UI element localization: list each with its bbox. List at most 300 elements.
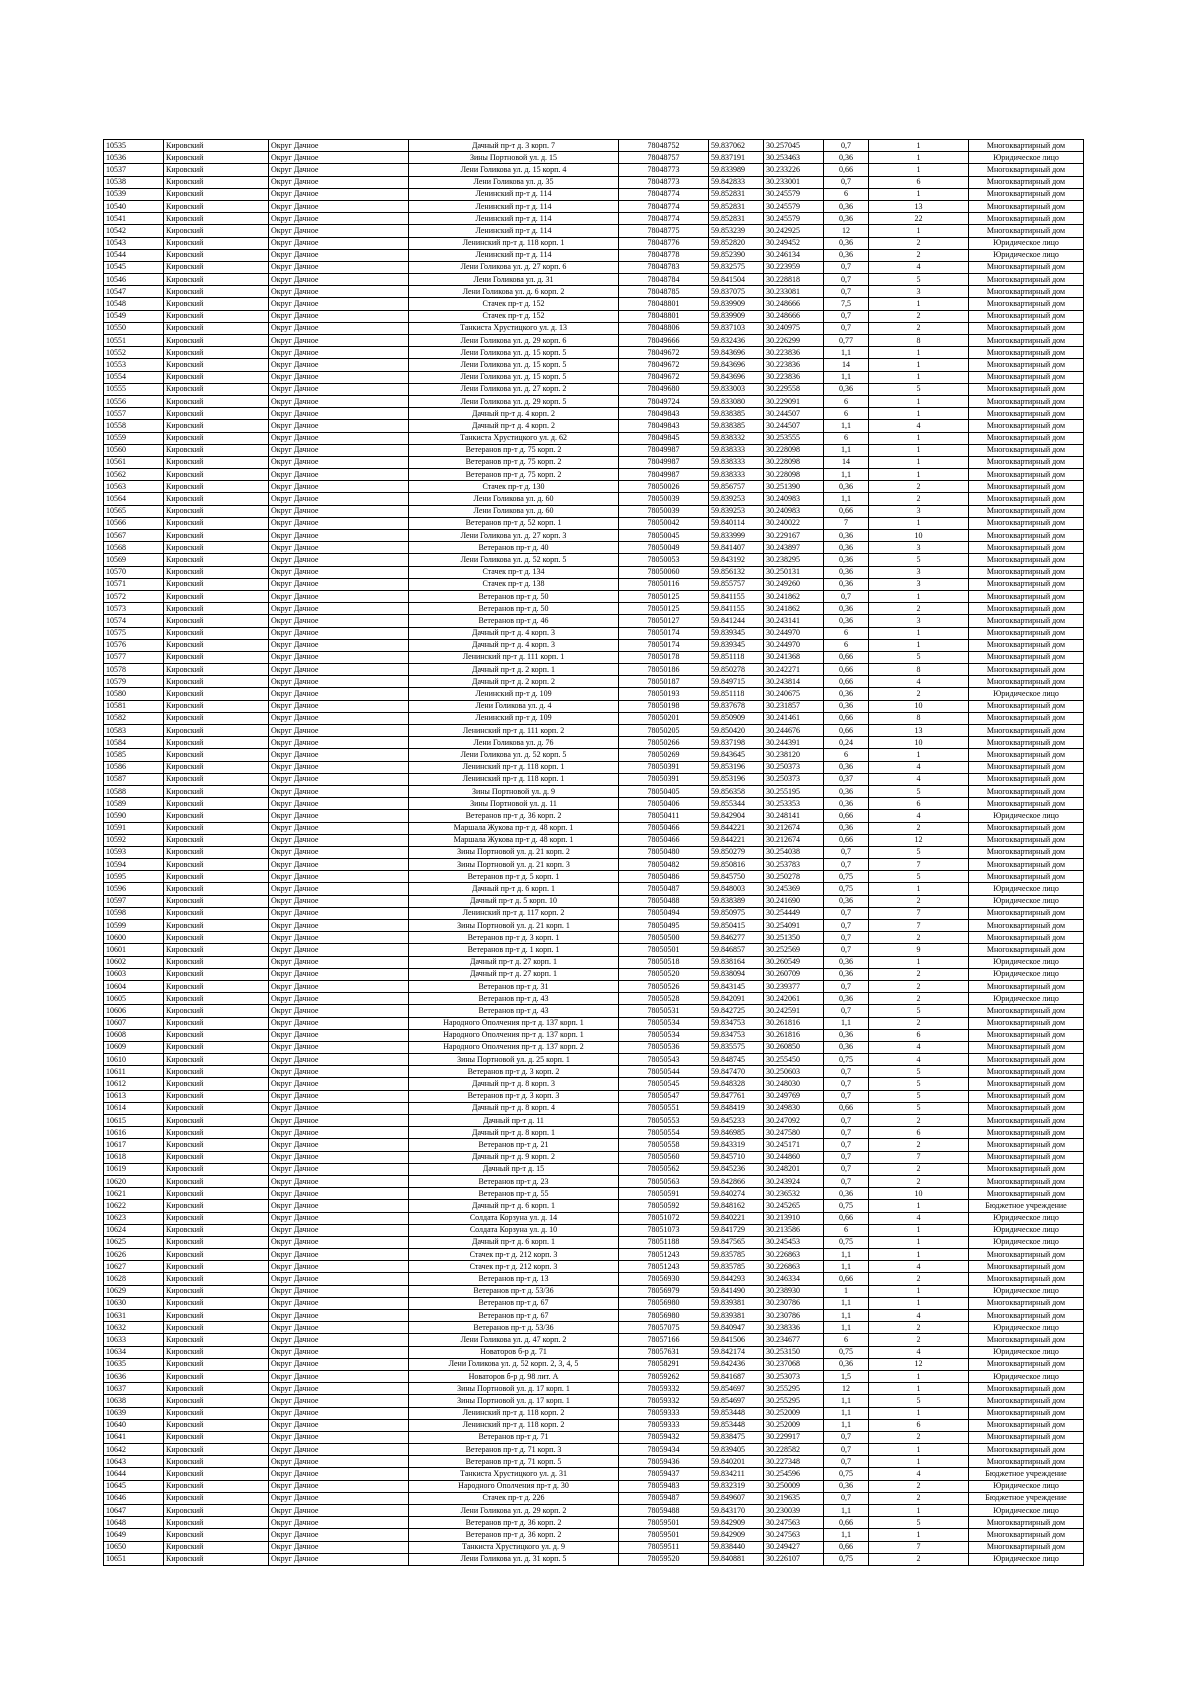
count-cell: 1 [869,1407,969,1419]
district-cell: Кировский [164,578,269,590]
latitude-cell: 59.839345 [709,627,764,639]
object-type-cell: Многоквартирный дом [969,469,1084,481]
address-cell: Дачный пр-т д. 6 корп. 1 [409,1200,619,1212]
count-cell: 3 [869,286,969,298]
row-number-cell: 10580 [104,688,164,700]
longitude-cell: 30.213586 [764,1224,824,1236]
okrug-cell: Округ Дачное [269,834,409,846]
district-cell: Кировский [164,1492,269,1504]
row-number-cell: 10626 [104,1249,164,1261]
okrug-cell: Округ Дачное [269,968,409,980]
code-cell: 78048801 [619,310,709,322]
object-type-cell: Многоквартирный дом [969,359,1084,371]
object-type-cell: Юридическое лицо [969,956,1084,968]
address-cell: Ветеранов пр-т д. 13 [409,1273,619,1285]
latitude-cell: 59.850415 [709,920,764,932]
object-type-cell: Бюджетное учреждение [969,1468,1084,1480]
address-cell: Дачный пр-т д. 8 корп. 3 [409,1078,619,1090]
area-cell: 0,36 [824,249,869,261]
latitude-cell: 59.842866 [709,1175,764,1187]
table-row [104,1054,1084,1066]
okrug-cell: Округ Дачное [269,444,409,456]
okrug-cell: Округ Дачное [269,481,409,493]
area-cell: 0,7 [824,1127,869,1139]
district-cell: Кировский [164,1419,269,1431]
latitude-cell: 59.839381 [709,1310,764,1322]
row-number-cell: 10609 [104,1041,164,1053]
count-cell: 2 [869,1273,969,1285]
count-cell: 1 [869,371,969,383]
code-cell: 78050178 [619,651,709,663]
object-type-cell: Многоквартирный дом [969,444,1084,456]
okrug-cell: Округ Дачное [269,383,409,395]
district-cell: Кировский [164,1200,269,1212]
latitude-cell: 59.841155 [709,590,764,602]
object-type-cell: Многоквартирный дом [969,1066,1084,1078]
area-cell: 0,66 [824,1102,869,1114]
row-number-cell: 10596 [104,883,164,895]
address-cell: Стачек пр-т д. 226 [409,1492,619,1504]
table-row [104,1517,1084,1529]
latitude-cell: 59.850278 [709,664,764,676]
table-row [104,310,1084,322]
okrug-cell: Округ Дачное [269,286,409,298]
latitude-cell: 59.845750 [709,871,764,883]
count-cell: 2 [869,249,969,261]
code-cell: 78048774 [619,200,709,212]
district-cell: Кировский [164,1249,269,1261]
table-row [104,517,1084,529]
okrug-cell: Округ Дачное [269,1419,409,1431]
count-cell: 10 [869,737,969,749]
table-row [104,859,1084,871]
address-cell: Ветеранов пр-т д. 50 [409,603,619,615]
district-cell: Кировский [164,1236,269,1248]
address-cell: Ветеранов пр-т д. 3 корп. 2 [409,1066,619,1078]
row-number-cell: 10612 [104,1078,164,1090]
latitude-cell: 59.838385 [709,408,764,420]
longitude-cell: 30.233001 [764,176,824,188]
count-cell: 8 [869,664,969,676]
longitude-cell: 30.229167 [764,530,824,542]
address-cell: Дачный пр-т д. 5 корп. 10 [409,895,619,907]
count-cell: 4 [869,676,969,688]
okrug-cell: Округ Дачное [269,664,409,676]
district-cell: Кировский [164,335,269,347]
area-cell: 0,7 [824,1175,869,1187]
address-cell: Ветеранов пр-т д. 52 корп. 1 [409,517,619,529]
object-type-cell: Многоквартирный дом [969,712,1084,724]
district-cell: Кировский [164,493,269,505]
row-number-cell: 10628 [104,1273,164,1285]
code-cell: 78050269 [619,749,709,761]
count-cell: 2 [869,968,969,980]
code-cell: 78050205 [619,725,709,737]
district-cell: Кировский [164,737,269,749]
longitude-cell: 30.260709 [764,968,824,980]
code-cell: 78051072 [619,1212,709,1224]
count-cell: 2 [869,1322,969,1334]
row-number-cell: 10535 [104,140,164,152]
count-cell: 5 [869,1395,969,1407]
object-type-cell: Юридическое лицо [969,1236,1084,1248]
row-number-cell: 10575 [104,627,164,639]
code-cell: 78059436 [619,1456,709,1468]
table-row [104,1017,1084,1029]
area-cell: 0,75 [824,1553,869,1565]
area-cell: 0,7 [824,1005,869,1017]
latitude-cell: 59.852831 [709,200,764,212]
longitude-cell: 30.245171 [764,1139,824,1151]
longitude-cell: 30.213910 [764,1212,824,1224]
row-number-cell: 10537 [104,164,164,176]
longitude-cell: 30.244970 [764,627,824,639]
row-number-cell: 10610 [104,1054,164,1066]
code-cell: 78048806 [619,322,709,334]
count-cell: 2 [869,481,969,493]
area-cell: 1,1 [824,444,869,456]
count-cell: 2 [869,1553,969,1565]
code-cell: 78050494 [619,907,709,919]
district-cell: Кировский [164,1175,269,1187]
address-cell: Лени Голикова ул. д. 15 корп. 5 [409,347,619,359]
code-cell: 78057166 [619,1334,709,1346]
longitude-cell: 30.230039 [764,1505,824,1517]
object-type-cell: Юридическое лицо [969,883,1084,895]
object-type-cell: Многоквартирный дом [969,371,1084,383]
longitude-cell: 30.241461 [764,712,824,724]
latitude-cell: 59.843319 [709,1139,764,1151]
object-type-cell: Юридическое лицо [969,1212,1084,1224]
latitude-cell: 59.839253 [709,493,764,505]
address-cell: Ленинский пр-т д. 114 [409,213,619,225]
address-cell: Ленинский пр-т д. 118 корп. 2 [409,1419,619,1431]
code-cell: 78050405 [619,785,709,797]
count-cell: 1 [869,469,969,481]
longitude-cell: 30.238295 [764,554,824,566]
code-cell: 78056980 [619,1310,709,1322]
table-row [104,322,1084,334]
table-row [104,554,1084,566]
area-cell: 0,7 [824,859,869,871]
okrug-cell: Округ Дачное [269,846,409,858]
longitude-cell: 30.250373 [764,761,824,773]
row-number-cell: 10550 [104,322,164,334]
count-cell: 1 [869,1200,969,1212]
code-cell: 78049843 [619,420,709,432]
object-type-cell: Многоквартирный дом [969,140,1084,152]
longitude-cell: 30.244676 [764,725,824,737]
data-table [103,139,1084,1566]
table-row [104,627,1084,639]
longitude-cell: 30.237068 [764,1358,824,1370]
okrug-cell: Округ Дачное [269,578,409,590]
area-cell: 0,75 [824,1346,869,1358]
address-cell: Ветеранов пр-т д. 75 корп. 2 [409,469,619,481]
object-type-cell: Многоквартирный дом [969,676,1084,688]
latitude-cell: 59.833080 [709,395,764,407]
longitude-cell: 30.245369 [764,883,824,895]
object-type-cell: Юридическое лицо [969,1285,1084,1297]
row-number-cell: 10576 [104,639,164,651]
longitude-cell: 30.252009 [764,1419,824,1431]
latitude-cell: 59.843192 [709,554,764,566]
object-type-cell: Многоквартирный дом [969,700,1084,712]
table-row [104,1078,1084,1090]
latitude-cell: 59.838332 [709,432,764,444]
district-cell: Кировский [164,383,269,395]
okrug-cell: Округ Дачное [269,420,409,432]
code-cell: 78049724 [619,395,709,407]
table-row [104,651,1084,663]
table-row [104,1249,1084,1261]
object-type-cell: Многоквартирный дом [969,1517,1084,1529]
okrug-cell: Округ Дачное [269,615,409,627]
table-row [104,1102,1084,1114]
object-type-cell: Многоквартирный дом [969,432,1084,444]
table-row [104,968,1084,980]
code-cell: 78051073 [619,1224,709,1236]
code-cell: 78051188 [619,1236,709,1248]
area-cell: 0,7 [824,944,869,956]
object-type-cell: Многоквартирный дом [969,1310,1084,1322]
code-cell: 78050547 [619,1090,709,1102]
longitude-cell: 30.253783 [764,859,824,871]
count-cell: 3 [869,578,969,590]
district-cell: Кировский [164,1310,269,1322]
table-row [104,700,1084,712]
table-row [104,1468,1084,1480]
okrug-cell: Округ Дачное [269,408,409,420]
count-cell: 1 [869,883,969,895]
count-cell: 2 [869,322,969,334]
address-cell: Дачный пр-т д. 4 корп. 3 [409,639,619,651]
address-cell: Дачный пр-т д. 11 [409,1115,619,1127]
area-cell: 0,75 [824,1200,869,1212]
area-cell: 0,7 [824,1431,869,1443]
row-number-cell: 10543 [104,237,164,249]
code-cell: 78057075 [619,1322,709,1334]
okrug-cell: Округ Дачное [269,1358,409,1370]
count-cell: 10 [869,1188,969,1200]
okrug-cell: Округ Дачное [269,1383,409,1395]
okrug-cell: Округ Дачное [269,859,409,871]
row-number-cell: 10561 [104,456,164,468]
table-row [104,274,1084,286]
address-cell: Лени Голикова ул. д. 52 корп. 2, 3, 4, 5 [409,1358,619,1370]
longitude-cell: 30.227348 [764,1456,824,1468]
table-row [104,408,1084,420]
object-type-cell: Многоквартирный дом [969,846,1084,858]
object-type-cell: Многоквартирный дом [969,1175,1084,1187]
code-cell: 78050482 [619,859,709,871]
okrug-cell: Округ Дачное [269,493,409,505]
longitude-cell: 30.249427 [764,1541,824,1553]
latitude-cell: 59.850909 [709,712,764,724]
address-cell: Ветеранов пр-т д. 67 [409,1310,619,1322]
table-row [104,822,1084,834]
district-cell: Кировский [164,1139,269,1151]
district-cell: Кировский [164,1431,269,1443]
address-cell: Танкиста Хрустицкого ул. д. 31 [409,1468,619,1480]
count-cell: 2 [869,895,969,907]
address-cell: Ленинский пр-т д. 114 [409,188,619,200]
code-cell: 78049987 [619,469,709,481]
code-cell: 78049987 [619,444,709,456]
longitude-cell: 30.251350 [764,932,824,944]
table-row [104,542,1084,554]
address-cell: Стачек пр-т д. 138 [409,578,619,590]
address-cell: Лени Голикова ул. д. 15 корп. 5 [409,371,619,383]
okrug-cell: Округ Дачное [269,164,409,176]
count-cell: 4 [869,1261,969,1273]
okrug-cell: Округ Дачное [269,737,409,749]
address-cell: Зины Портновой ул. д. 25 корп. 1 [409,1054,619,1066]
latitude-cell: 59.853196 [709,761,764,773]
object-type-cell: Многоквартирный дом [969,1456,1084,1468]
latitude-cell: 59.848003 [709,883,764,895]
object-type-cell: Многоквартирный дом [969,1102,1084,1114]
address-cell: Ветеранов пр-т д. 40 [409,542,619,554]
object-type-cell: Многоквартирный дом [969,1407,1084,1419]
okrug-cell: Округ Дачное [269,322,409,334]
address-cell: Зины Портновой ул. д. 9 [409,785,619,797]
address-cell: Ветеранов пр-т д. 5 корп. 1 [409,871,619,883]
longitude-cell: 30.250603 [764,1066,824,1078]
okrug-cell: Округ Дачное [269,871,409,883]
object-type-cell: Многоквартирный дом [969,1115,1084,1127]
object-type-cell: Многоквартирный дом [969,383,1084,395]
object-type-cell: Юридическое лицо [969,968,1084,980]
longitude-cell: 30.253555 [764,432,824,444]
longitude-cell: 30.223836 [764,371,824,383]
table-row [104,444,1084,456]
district-cell: Кировский [164,1261,269,1273]
area-cell: 0,7 [824,920,869,932]
code-cell: 78050543 [619,1054,709,1066]
latitude-cell: 59.843696 [709,359,764,371]
object-type-cell: Многоквартирный дом [969,395,1084,407]
okrug-cell: Округ Дачное [269,530,409,542]
okrug-cell: Округ Дачное [269,1346,409,1358]
area-cell: 0,75 [824,1468,869,1480]
count-cell: 5 [869,274,969,286]
row-number-cell: 10641 [104,1431,164,1443]
district-cell: Кировский [164,834,269,846]
area-cell: 1,1 [824,1419,869,1431]
row-number-cell: 10646 [104,1492,164,1504]
table-row [104,1127,1084,1139]
longitude-cell: 30.247092 [764,1115,824,1127]
okrug-cell: Округ Дачное [269,1370,409,1382]
row-number-cell: 10644 [104,1468,164,1480]
address-cell: Лени Голикова ул. д. 27 корп. 6 [409,261,619,273]
code-cell: 78050554 [619,1127,709,1139]
count-cell: 13 [869,725,969,737]
address-cell: Ленинский пр-т д. 118 корп. 1 [409,773,619,785]
latitude-cell: 59.849607 [709,1492,764,1504]
row-number-cell: 10569 [104,554,164,566]
district-cell: Кировский [164,1480,269,1492]
area-cell: 1,5 [824,1370,869,1382]
latitude-cell: 59.840274 [709,1188,764,1200]
latitude-cell: 59.854697 [709,1383,764,1395]
object-type-cell: Многоквартирный дом [969,566,1084,578]
code-cell: 78050187 [619,676,709,688]
code-cell: 78059332 [619,1395,709,1407]
row-number-cell: 10566 [104,517,164,529]
table-row [104,785,1084,797]
table-row [104,505,1084,517]
area-cell: 0,66 [824,164,869,176]
table-row [104,1383,1084,1395]
object-type-cell: Многоквартирный дом [969,1017,1084,1029]
area-cell: 0,36 [824,578,869,590]
longitude-cell: 30.255195 [764,785,824,797]
row-number-cell: 10548 [104,298,164,310]
code-cell: 78048752 [619,140,709,152]
latitude-cell: 59.853448 [709,1419,764,1431]
district-cell: Кировский [164,1151,269,1163]
longitude-cell: 30.245453 [764,1236,824,1248]
longitude-cell: 30.239377 [764,980,824,992]
address-cell: Дачный пр-т д. 8 корп. 4 [409,1102,619,1114]
latitude-cell: 59.845236 [709,1163,764,1175]
code-cell: 78050198 [619,700,709,712]
longitude-cell: 30.244391 [764,737,824,749]
object-type-cell: Многоквартирный дом [969,578,1084,590]
object-type-cell: Многоквартирный дом [969,907,1084,919]
row-number-cell: 10551 [104,335,164,347]
okrug-cell: Округ Дачное [269,1200,409,1212]
row-number-cell: 10598 [104,907,164,919]
area-cell: 0,7 [824,932,869,944]
object-type-cell: Многоквартирный дом [969,798,1084,810]
longitude-cell: 30.254038 [764,846,824,858]
row-number-cell: 10603 [104,968,164,980]
object-type-cell: Юридическое лицо [969,1553,1084,1565]
object-type-cell: Многоквартирный дом [969,980,1084,992]
longitude-cell: 30.257045 [764,140,824,152]
code-cell: 78050026 [619,481,709,493]
count-cell: 6 [869,1029,969,1041]
row-number-cell: 10606 [104,1005,164,1017]
row-number-cell: 10647 [104,1505,164,1517]
count-cell: 1 [869,1456,969,1468]
table-row [104,1261,1084,1273]
code-cell: 78050174 [619,639,709,651]
object-type-cell: Многоквартирный дом [969,200,1084,212]
row-number-cell: 10578 [104,664,164,676]
code-cell: 78050053 [619,554,709,566]
district-cell: Кировский [164,846,269,858]
longitude-cell: 30.223959 [764,261,824,273]
latitude-cell: 59.853196 [709,773,764,785]
object-type-cell: Многоквартирный дом [969,225,1084,237]
area-cell: 6 [824,432,869,444]
district-cell: Кировский [164,261,269,273]
area-cell: 0,66 [824,664,869,676]
table-row [104,1139,1084,1151]
area-cell: 0,36 [824,213,869,225]
row-number-cell: 10582 [104,712,164,724]
area-cell: 0,7 [824,1163,869,1175]
district-cell: Кировский [164,1285,269,1297]
count-cell: 1 [869,639,969,651]
object-type-cell: Многоквартирный дом [969,1444,1084,1456]
area-cell: 1,1 [824,1297,869,1309]
district-cell: Кировский [164,1090,269,1102]
